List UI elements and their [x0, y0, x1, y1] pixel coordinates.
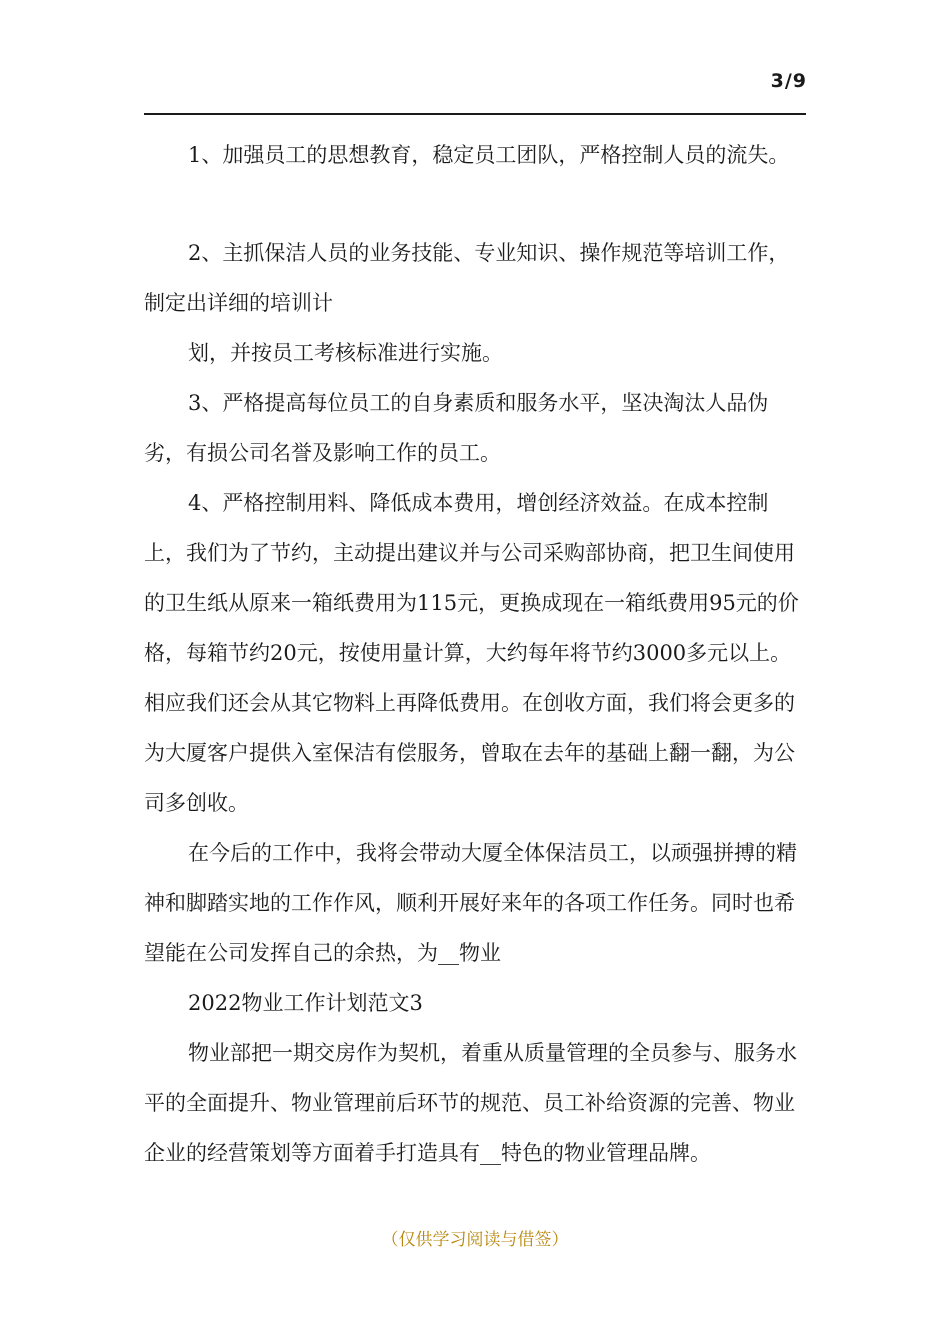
- paragraph-spacer: [144, 180, 810, 228]
- page-number: 3/9: [770, 70, 807, 92]
- footer-note: （仅供学习阅读与借签）: [381, 1230, 569, 1250]
- paragraph-item-1: 1、加强员工的思想教育，稳定员工团队，严格控制人员的流失。: [188, 143, 790, 167]
- paragraph-item-2-continued: 划，并按员工考核标准进行实施。: [188, 341, 503, 365]
- section-heading: 2022物业工作计划范文3: [188, 991, 423, 1015]
- document-body: [144, 130, 810, 1178]
- paragraph-item-4: 4、严格控制用料、降低成本费用，增创经济效益。在成本控制上，我们为了节约，主动提出建议并与公司采购部协商，把卫生间使用的卫生纸从原来一箱纸费用为115元，更换成现在一箱纸费用95元的价格，每箱节约20元，按使用量计算，大约每年将节约3000多元以上。相应我们还会从其它物料上再降低费用。在创收方面，我们将会更多的为大厦客户提供入室保洁有偿服务，曾取在去年的基础上翻一翻，为公司多创收。: [144, 491, 799, 815]
- paragraph-closing: 在今后的工作中，我将会带动大厦全体保洁员工，以顽强拼搏的精神和脚踏实地的工作作风，顺利开展好来年的各项工作任务。同时也希望能在公司发挥自己的余热，为__物业: [144, 841, 797, 965]
- paragraph-item-3: 3、严格提高每位员工的自身素质和服务水平，坚决淘汰人品伪劣，有损公司名誉及影响工作的员工。: [144, 391, 769, 465]
- paragraph-item-2: 2、主抓保洁人员的业务技能、专业知识、操作规范等培训工作，制定出详细的培训计: [144, 241, 790, 315]
- paragraph-section-body: 物业部把一期交房作为契机，着重从质量管理的全员参与、服务水平的全面提升、物业管理前后环节的规范、员工补给资源的完善、物业企业的经营策划等方面着手打造具有__特色的物业管理品牌。: [144, 1041, 797, 1165]
- header-divider: [144, 113, 806, 115]
